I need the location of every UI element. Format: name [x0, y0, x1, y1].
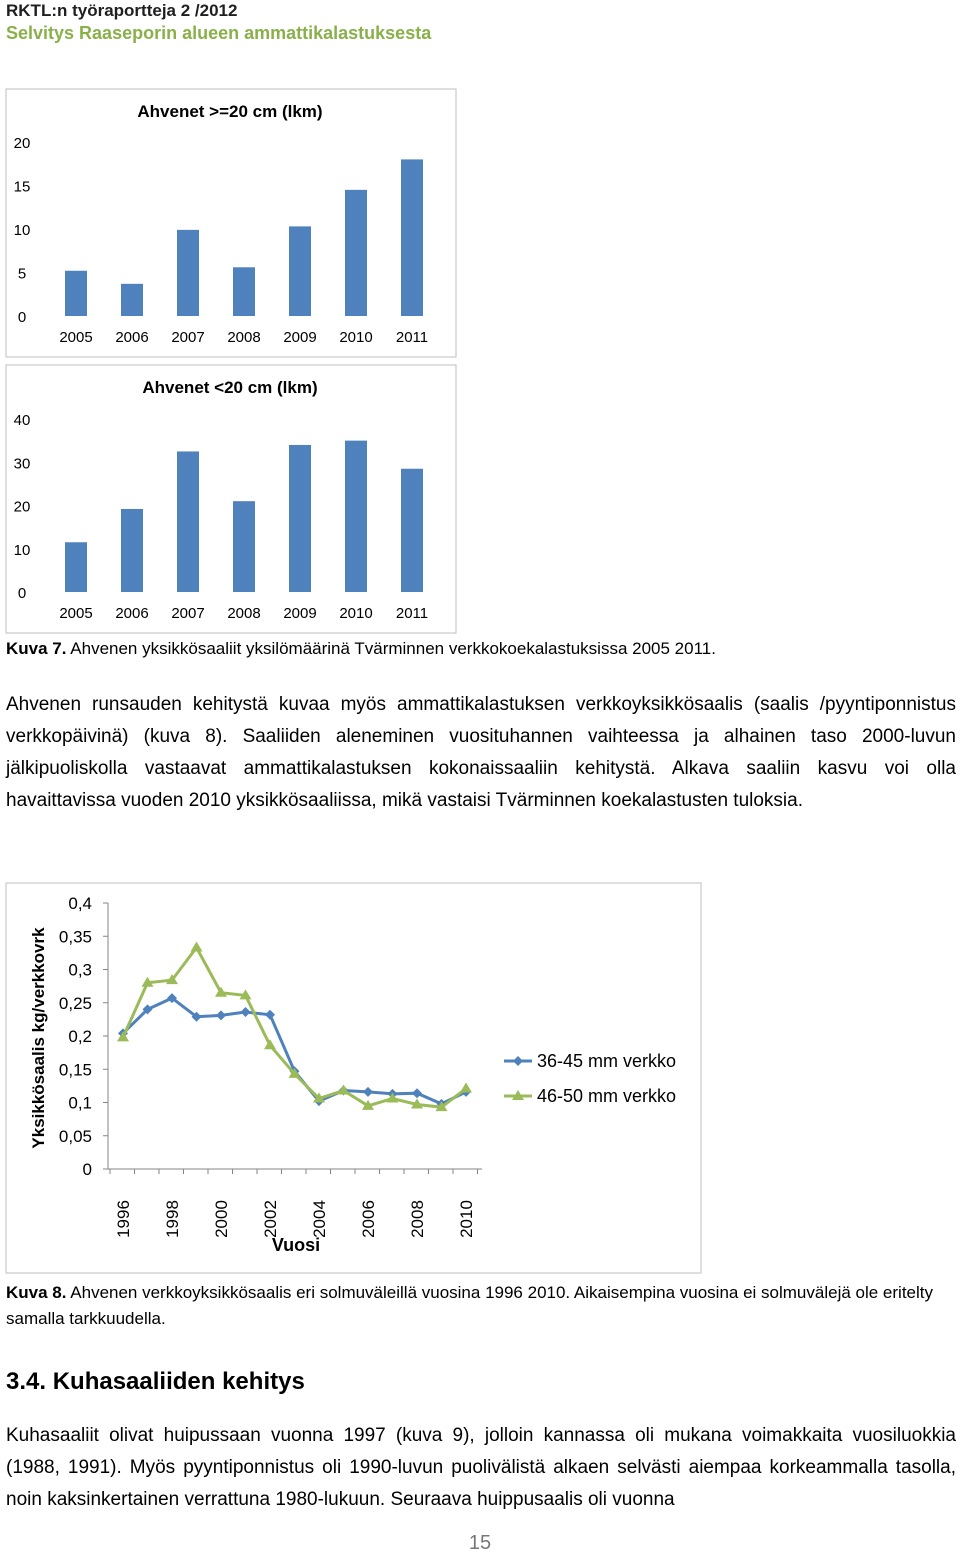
x-tick-label: 2010 [339, 605, 373, 622]
bar [121, 284, 143, 316]
y-axis-label: Yksikkösaalis kg/verkkovrk [29, 927, 48, 1149]
figure-caption-7: Kuva 7. Ahvenen yksikkösaaliit yksilömäärinä Tvärminnen verkkokoekalastuksissa 2005 2011. [6, 639, 716, 658]
x-tick-label: 1998 [163, 1200, 182, 1238]
x-tick-label: 2008 [408, 1200, 427, 1238]
bar-chart-perch-small [0, 356, 470, 636]
y-tick-label: 10 [13, 541, 31, 559]
y-tick-label: 0,1 [68, 1093, 92, 1113]
x-tick-label: 2011 [395, 329, 429, 346]
x-axis-label: Vuosi [271, 1235, 321, 1255]
y-tick-label: 5 [17, 265, 27, 283]
x-tick-label: 2006 [115, 329, 149, 346]
x-tick-label: 2004 [310, 1200, 329, 1238]
bar [233, 267, 255, 316]
y-tick-label: 0,15 [58, 1060, 92, 1080]
bar [177, 230, 199, 316]
bar [401, 159, 423, 316]
y-tick-label: 0,2 [68, 1027, 92, 1046]
x-tick-label: 2008 [227, 329, 261, 346]
y-tick-label: 0,25 [58, 993, 92, 1013]
bar [289, 445, 311, 592]
bar [65, 542, 87, 592]
chart-frame [6, 89, 456, 357]
chart-frame [6, 883, 701, 1273]
y-tick-label: 0 [17, 309, 27, 326]
section-heading: 3.4. Kuhasaaliiden kehitys [6, 1368, 305, 1395]
x-tick-label: 2006 [115, 605, 149, 622]
bar [401, 469, 423, 592]
bar [177, 451, 199, 592]
y-tick-label: 20 [13, 135, 31, 152]
bar-chart-perch-large [0, 80, 470, 362]
body-paragraph-1: Ahvenen runsauden kehitystä kuvaa myös ammattikalastuksen verkkoyksikkösaalis (saalis /pyyntiponnistus verkkopäivinä) (kuva 8). Saaliiden aleneminen vuosituhannen vaihteessa ja alhainen taso 2000-luvun jälkipuoliskolla vastaavat ammattikalastuksen kokonaissaaliin kehitystä. Alkava saaliin kasvu voi olla havaittavissa vuoden 2010 yksikkösaaliissa, mikä vastaisi Tvärminnen koekalastusten tuloksia. [6, 694, 956, 811]
x-tick-label: 2005 [59, 329, 93, 346]
bar [233, 501, 255, 592]
x-tick-label: 2009 [283, 605, 317, 622]
y-tick-label: 0,35 [58, 927, 92, 947]
body-paragraph-2: Kuhasaaliit olivat huipussaan vuonna 1997 (kuva 9), jolloin kannassa oli mukana voimakkaita vuosiluokkia (1988, 1991). Myös pyyntiponnistus oli 1990-luvun puolivälistä alkaen selvästi aiempaa korkeammalla tasolla, noin kaksinkertainen verrattuna 1980-lukuun. Seuraava huippusaalis oli vuonna [6, 1425, 956, 1510]
x-tick-label: 1996 [114, 1200, 133, 1238]
figure-caption-8: Kuva 8. Ahvenen verkkoyksikkösaalis eri solmuväleillä vuosina 1996 2010. Aikaisempina vuosina ei solmuvälejä ole eritelty samalla tarkkuudella. [6, 1283, 934, 1328]
bar [345, 190, 367, 316]
x-tick-label: 2007 [171, 329, 205, 346]
y-tick-label: 0,4 [68, 894, 92, 913]
bar [289, 226, 311, 316]
page-number: 15 [468, 1532, 492, 1554]
x-tick-label: 2008 [227, 605, 261, 622]
y-tick-label: 30 [13, 455, 31, 473]
line-chart-cpue [0, 880, 720, 1280]
y-tick-label: 0 [17, 585, 27, 602]
y-tick-label: 20 [13, 498, 31, 516]
x-tick-label: 2009 [283, 329, 317, 346]
x-tick-label: 2011 [395, 605, 429, 622]
x-tick-label: 2010 [339, 329, 373, 346]
y-tick-label: 0 [82, 1160, 92, 1179]
y-tick-label: 0,3 [68, 960, 92, 980]
chart-title: Ahvenet >=20 cm (lkm) [137, 102, 323, 121]
chart-frame [6, 365, 456, 633]
bar [345, 441, 367, 592]
y-tick-label: 0,05 [58, 1126, 92, 1146]
chart-title: Ahvenet <20 cm (lkm) [142, 378, 318, 397]
x-tick-label: 2010 [457, 1200, 476, 1238]
y-tick-label: 40 [13, 412, 31, 429]
report-title: Selvitys Raaseporin alueen ammattikalastuksesta [6, 23, 432, 43]
report-series: RKTL:n työraportteja 2 /2012 [6, 1, 238, 20]
x-tick-label: 2006 [359, 1200, 378, 1238]
x-tick-label: 2000 [212, 1200, 231, 1238]
bar [121, 509, 143, 592]
x-tick-label: 2002 [261, 1200, 280, 1238]
x-tick-label: 2007 [171, 605, 205, 622]
bar [65, 271, 87, 316]
legend-label: 46-50 mm verkko [537, 1086, 677, 1106]
x-tick-label: 2005 [59, 605, 93, 622]
y-tick-label: 15 [13, 178, 31, 196]
legend-label: 36-45 mm verkko [537, 1051, 677, 1071]
y-tick-label: 10 [13, 222, 31, 239]
